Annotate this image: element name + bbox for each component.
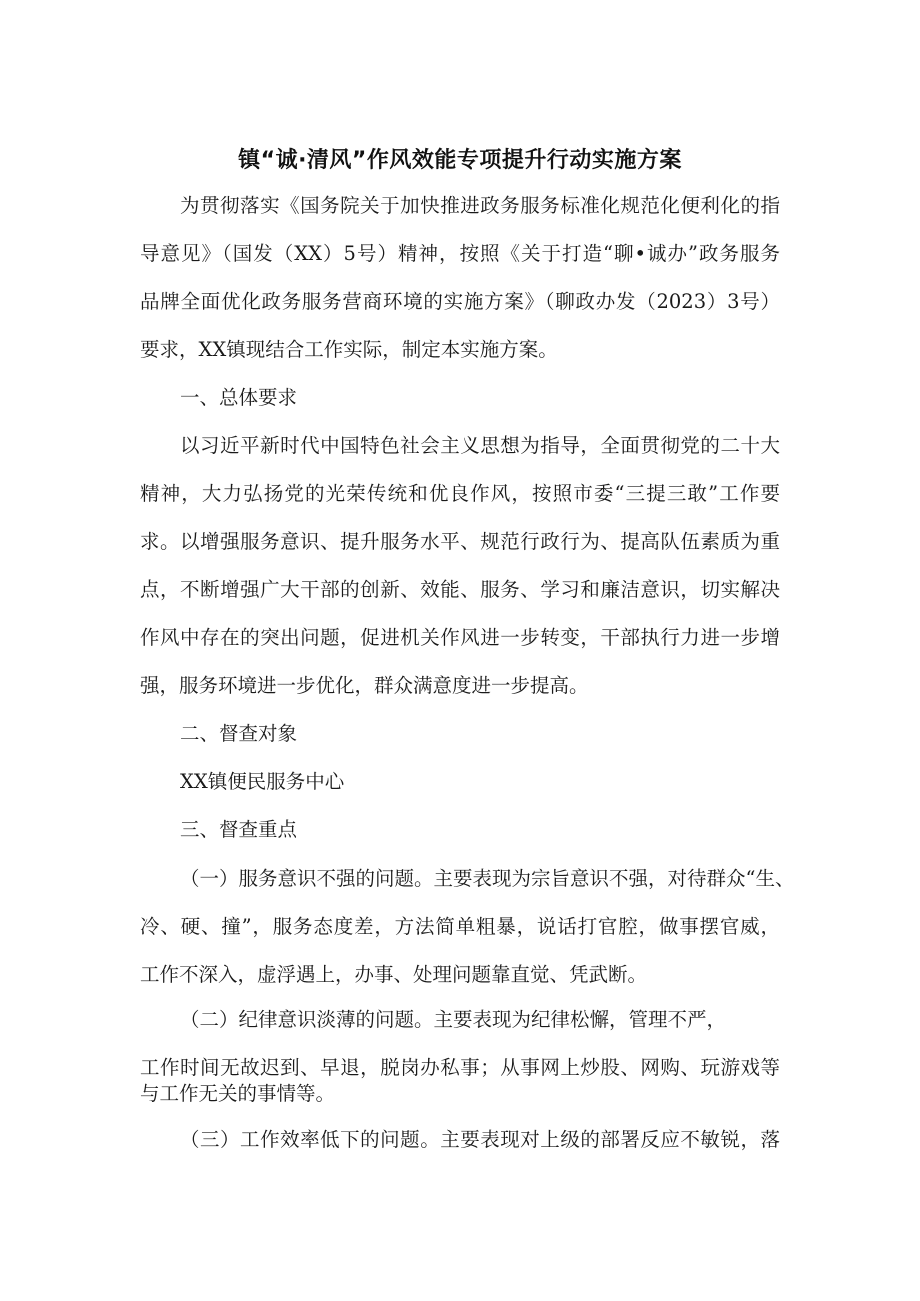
paragraph-line: 工作不深入，虚浮遇上，办事、处理问题靠直觉、凭武断。 [140,963,648,986]
paragraph-line: 为贯彻落实《国务院关于加快推进政务服务标准化规范化便利化的指 [180,194,780,217]
paragraph-line: （三）工作效率低下的问题。主要表现对上级的部署反应不敏锐，落 [180,1128,780,1151]
paragraph-line: 工作时间无故迟到、早退，脱岗办私事；从事网上炒股、网购、玩游戏等 [140,1056,780,1079]
paragraph-line: （二）纪律意识淡薄的问题。主要表现为纪律松懈，管理不严， [180,1008,727,1031]
paragraph-line: 导意见》（国发（XX）5号）精神，按照《关于打造“聊•诚办”政务服务 [140,242,780,265]
paragraph-line: 以习近平新时代中国特色社会主义思想为指导，全面贯彻党的二十大 [180,434,780,457]
paragraph-line: 精神，大力弘扬党的光荣传统和优良作风，按照市委“三提三敢”工作要 [140,482,780,505]
paragraph-line: 品牌全面优化政务服务营商环境的实施方案》（聊政办发（2023）3号） [140,290,780,313]
section-heading: 三、督查重点 [180,818,298,841]
paragraph-line: XX镇便民服务中心 [180,770,345,793]
section-heading: 一、总体要求 [180,386,298,409]
paragraph-line: 强，服务环境进一步优化，群众满意度进一步提高。 [140,674,589,697]
paragraph-line: 点，不断增强广大干部的创新、效能、服务、学习和廉洁意识，切实解决 [140,578,780,601]
section-heading: 二、督查对象 [180,722,298,745]
paragraph-line: （一）服务意识不强的问题。主要表现为宗旨意识不强，对待群众“生、 [180,867,795,890]
paragraph-line: 求。以增强服务意识、提升服务水平、规范行政行为、提高队伍素质为重 [140,530,780,553]
paragraph-line: 与工作无关的事情等。 [140,1082,336,1105]
paragraph-line: 要求，XX镇现结合工作实际，制定本实施方案。 [140,338,558,361]
paragraph-line: 作风中存在的突出问题，促进机关作风进一步转变，干部执行力进一步增 [140,626,780,649]
document-title: 镇“诚·清风”作风效能专项提升行动实施方案 [238,148,682,173]
paragraph-line: 冷、硬、撞”，服务态度差，方法简单粗暴，说话打官腔，做事摆官威， [140,915,780,938]
